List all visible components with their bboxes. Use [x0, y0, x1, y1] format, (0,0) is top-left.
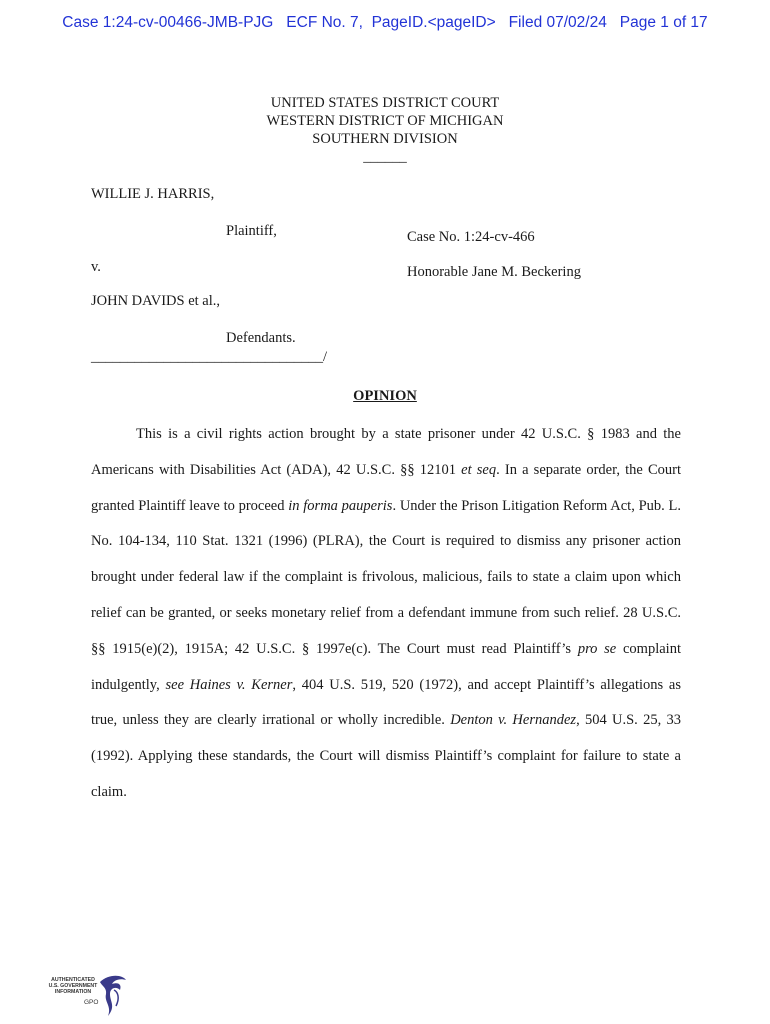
opinion-title: OPINION — [353, 388, 417, 404]
caption-closing-rule: ________________________________/ — [91, 349, 328, 365]
court-name: UNITED STATES DISTRICT COURT — [270, 95, 500, 111]
header-page-id: PageID.<pageID> — [371, 14, 496, 31]
header-case-number: Case 1:24-cv-00466-JMB-PJG — [62, 14, 274, 31]
versus: v. — [91, 259, 101, 275]
header-page-count: Page 1 of 17 — [619, 14, 708, 31]
italic-run: et seq — [461, 461, 497, 478]
gpo-logo-line: AUTHENTICATED — [51, 977, 95, 983]
case-number: Case No. 1:24-cv-466 — [407, 229, 535, 245]
italic-run: pro se — [577, 640, 617, 657]
court-rule: ______ — [363, 149, 407, 165]
eagle-icon — [96, 972, 130, 1018]
plaintiff-label: Plaintiff, — [226, 223, 277, 239]
gpo-mark: GPO — [84, 999, 99, 1006]
text-run: . In a separate order, the Court granted Plaintiff leave to proceed — [91, 461, 681, 514]
text-run: complaint indulgently, — [91, 640, 681, 693]
text-run: This is a civil rights action brought by a state prisoner under 42 U.S.C. § 1983 and the Americans with Disabilities Act (ADA), 42 U.S.C. §§ 12101 — [91, 426, 681, 478]
court-division: SOUTHERN DIVISION — [312, 131, 458, 147]
header-ecf-number: ECF No. 7, — [286, 14, 363, 31]
italic-run: in forma pauperis — [288, 497, 393, 514]
ecf-header-stamp — [0, 14, 770, 32]
gpo-logo-text — [44, 977, 102, 995]
defendant-name: JOHN DAVIDS et al., — [91, 293, 221, 309]
defendant-label: Defendants. — [226, 330, 296, 346]
italic-run: see Haines v. Kerner — [165, 676, 293, 693]
text-run: , 504 U.S. 25, 33 (1992). Applying these standards, the Court will dismiss Plaintiff’s complaint for failure to state a claim. — [91, 712, 681, 800]
gpo-authentication-logo — [44, 972, 132, 1018]
header-filed-date: Filed 07/02/24 — [508, 14, 607, 31]
plaintiff-name: WILLIE J. HARRIS, — [91, 186, 215, 202]
gpo-logo-line: U.S. GOVERNMENT — [48, 983, 98, 989]
text-run: , 404 U.S. 519, 520 (1972), and accept Plaintiff’s allegations as true, unless they are clearly irrational or wholly incredible. — [91, 676, 682, 729]
text-run: . Under the Prison Litigation Reform Act, Pub. L. No. 104-134, 110 Stat. 1321 (1996) (PLRA), the Court is required to dismiss any prisoner action brought under federal law if the complaint is frivolous, malicious, fails to state a claim upon which relief can be granted, or seeks monetary relief from a defendant immune from such relief. 28 U.S.C. §§ 1915(e)(2), 1915A; 42 U.S.C. § 1997e(c). The Court must read Plaintiff’s — [91, 497, 681, 657]
opinion-body — [91, 417, 681, 811]
gpo-logo-line: INFORMATION — [54, 989, 92, 995]
opinion-paragraph — [91, 417, 681, 811]
judge-name: Honorable Jane M. Beckering — [407, 264, 581, 280]
italic-run: Denton v. Hernandez — [450, 712, 577, 729]
court-heading — [0, 94, 770, 166]
court-district: WESTERN DISTRICT OF MICHIGAN — [266, 113, 504, 129]
